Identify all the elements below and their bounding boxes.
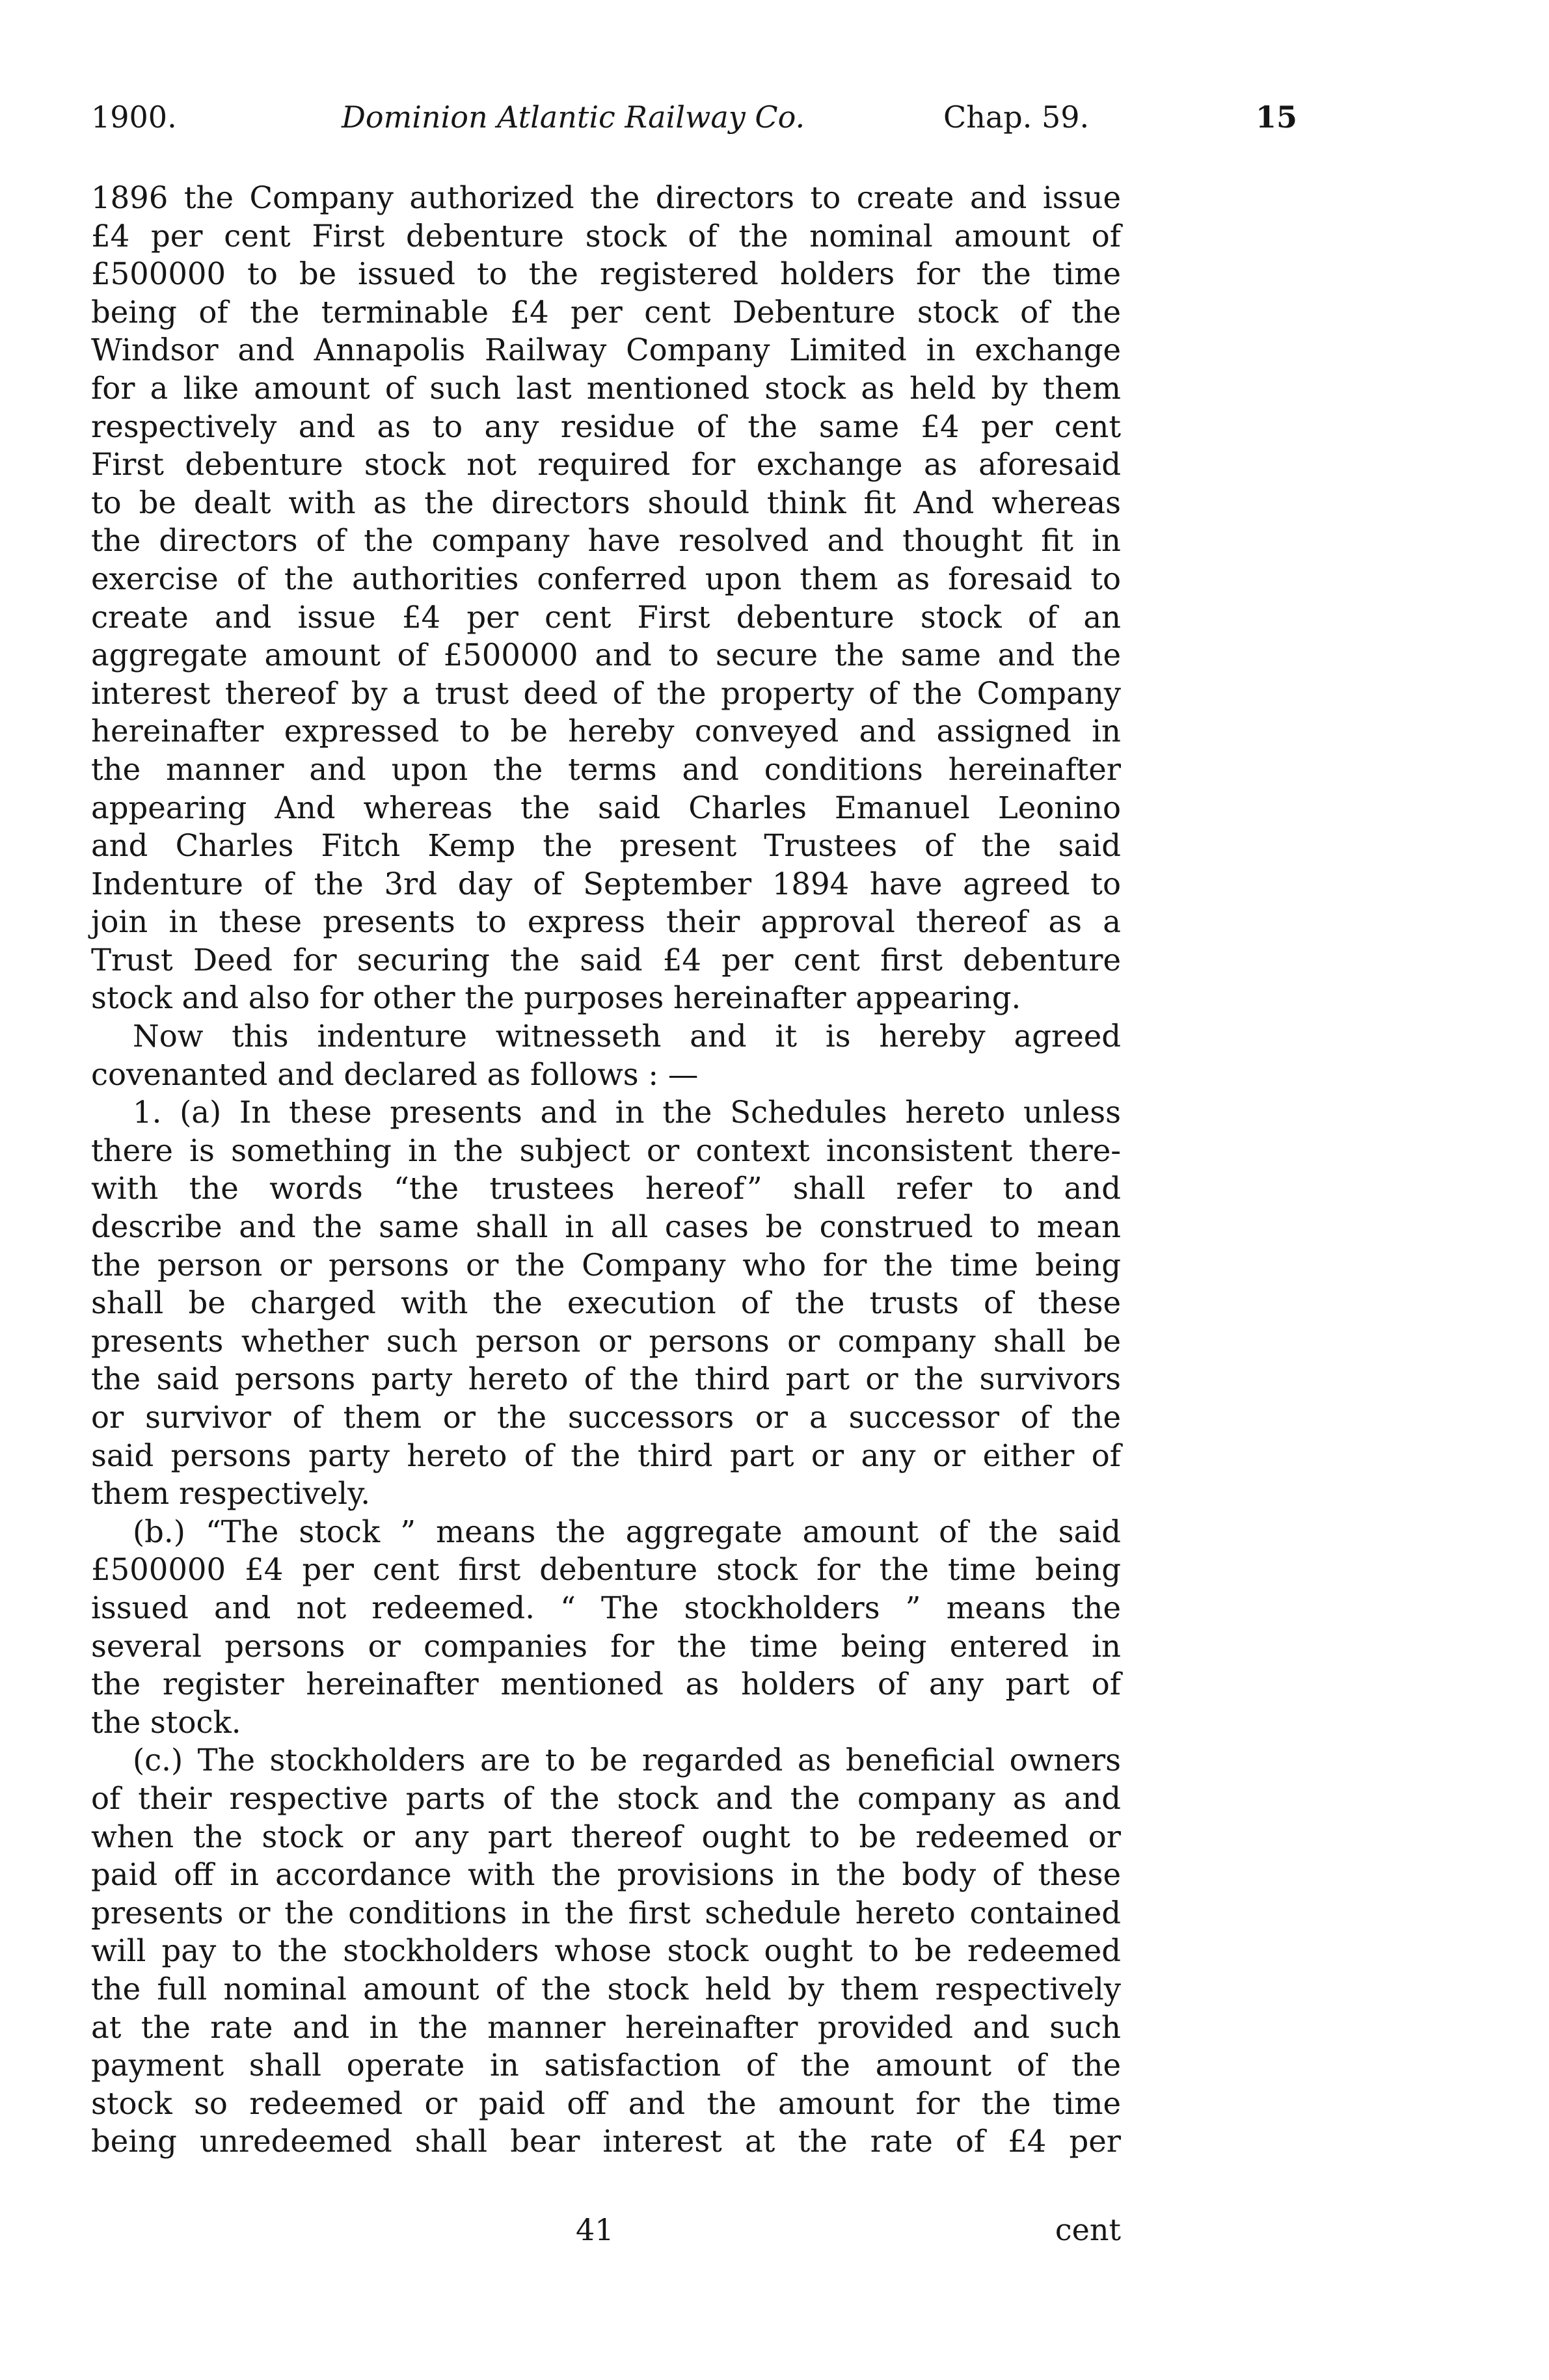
body-text bbox=[91, 179, 1121, 2161]
text-line: the person or persons or the Company who for the time being bbox=[91, 1247, 1121, 1283]
text-line: hereinafter expressed to be hereby conveyed and assigned in bbox=[91, 714, 1121, 749]
text-line: paid off in accordance with the provisions in the body of these bbox=[91, 1857, 1121, 1893]
text-line: the stock. bbox=[91, 1704, 241, 1740]
text-line: to be dealt with as the directors should think fit And whereas bbox=[91, 485, 1121, 520]
text-line: the register hereinafter mentioned as holders of any part of bbox=[91, 1666, 1121, 1702]
text-line: (b.) “The stock ” means the aggregate amount of the said bbox=[133, 1514, 1121, 1549]
text-line: £4 per cent First debenture stock of the nominal amount of bbox=[91, 218, 1121, 254]
text-line: them respectively. bbox=[91, 1476, 371, 1512]
text-line: describe and the same shall in all cases be construed to mean bbox=[91, 1209, 1121, 1245]
text-line: (c.) The stockholders are to be regarded as beneficial owners bbox=[133, 1743, 1121, 1778]
text-line: for a like amount of such last mentioned stock as held by them bbox=[91, 370, 1121, 406]
text-line: being unredeemed shall bear interest at the rate of £4 per bbox=[91, 2124, 1121, 2159]
text-line: said persons party hereto of the third part or any or either of bbox=[91, 1437, 1121, 1473]
text-line: covenanted and declared as follows : — bbox=[91, 1056, 699, 1092]
text-line: exercise of the authorities conferred upon them as foresaid to bbox=[91, 561, 1121, 596]
text-line: £500000 £4 per cent first debenture stock for the time being bbox=[91, 1552, 1121, 1588]
text-line: 1896 the Company authorized the directors to create and issue bbox=[91, 180, 1121, 215]
header-title: Dominion Atlantic Railway Co. bbox=[342, 100, 805, 135]
text-line: issued and not redeemed. “ The stockholders ” means the bbox=[91, 1590, 1121, 1625]
text-line: 1. (a) In these presents and in the Schedules hereto unless bbox=[133, 1095, 1121, 1130]
text-line: of their respective parts of the stock and the company as and bbox=[91, 1780, 1121, 1816]
text-line: at the rate and in the manner hereinafter provided and such bbox=[91, 2009, 1121, 2045]
text-line: several persons or companies for the time being entered in bbox=[91, 1628, 1121, 1664]
text-line: the full nominal amount of the stock held by them respectively bbox=[91, 1971, 1121, 2007]
text-line: the said persons party hereto of the third part or the survivors bbox=[91, 1361, 1121, 1397]
signature-mark: 41 bbox=[576, 2212, 614, 2247]
text-line: stock so redeemed or paid off and the amount for the time bbox=[91, 2085, 1121, 2121]
text-line: Now this indenture witnesseth and it is hereby agreed bbox=[133, 1019, 1121, 1054]
text-line: payment shall operate in satisfaction of the amount of the bbox=[91, 2048, 1121, 2083]
text-line: there is something in the subject or context inconsistent there- bbox=[91, 1132, 1121, 1168]
text-line: presents whether such person or persons or company shall be bbox=[91, 1323, 1121, 1359]
text-line: the manner and upon the terms and conditions hereinafter bbox=[91, 751, 1121, 787]
text-line: aggregate amount of £500000 and to secure the same and the bbox=[91, 637, 1121, 673]
text-line: First debenture stock not required for exchange as aforesaid bbox=[91, 447, 1121, 483]
text-line: interest thereof by a trust deed of the property of the Company bbox=[91, 675, 1121, 711]
text-line: appearing And whereas the said Charles Emanuel Leonino bbox=[91, 790, 1121, 825]
text-line: stock and also for other the purposes hereinafter appearing. bbox=[91, 980, 1021, 1016]
text-line: join in these presents to express their approval thereof as a bbox=[91, 904, 1121, 940]
text-line: the directors of the company have resolved and thought fit in bbox=[91, 523, 1121, 559]
header-chapter: Chap. 59. bbox=[943, 100, 1090, 135]
header-year: 1900. bbox=[91, 100, 177, 135]
running-header bbox=[91, 91, 1301, 143]
text-line: when the stock or any part thereof ought to be redeemed or bbox=[91, 1819, 1121, 1854]
text-line: shall be charged with the execution of the trusts of these bbox=[91, 1285, 1121, 1321]
text-line: and Charles Fitch Kemp the present Trustees of the said bbox=[91, 828, 1121, 864]
text-line: £500000 to be issued to the registered holders for the time bbox=[91, 256, 1121, 292]
text-line: will pay to the stockholders whose stock ought to be redeemed bbox=[91, 1933, 1121, 1969]
text-line: Trust Deed for securing the said £4 per cent first debenture bbox=[91, 942, 1121, 978]
text-line: respectively and as to any residue of the same £4 per cent bbox=[91, 408, 1121, 444]
text-line: being of the terminable £4 per cent Debenture stock of the bbox=[91, 294, 1121, 330]
text-line: create and issue £4 per cent First debenture stock of an bbox=[91, 599, 1121, 635]
page-number: 15 bbox=[1256, 100, 1298, 135]
catchword: cent bbox=[1055, 2212, 1121, 2247]
text-line: or survivor of them or the successors or a successor of the bbox=[91, 1400, 1121, 1435]
text-line: presents or the conditions in the first schedule hereto contained bbox=[91, 1895, 1121, 1931]
page-footer bbox=[91, 2210, 1121, 2249]
text-line: with the words “the trustees hereof” shall refer to and bbox=[91, 1171, 1121, 1207]
text-line: Indenture of the 3rd day of September 1894 have agreed to bbox=[91, 866, 1121, 902]
text-line: Windsor and Annapolis Railway Company Limited in exchange bbox=[91, 332, 1121, 368]
